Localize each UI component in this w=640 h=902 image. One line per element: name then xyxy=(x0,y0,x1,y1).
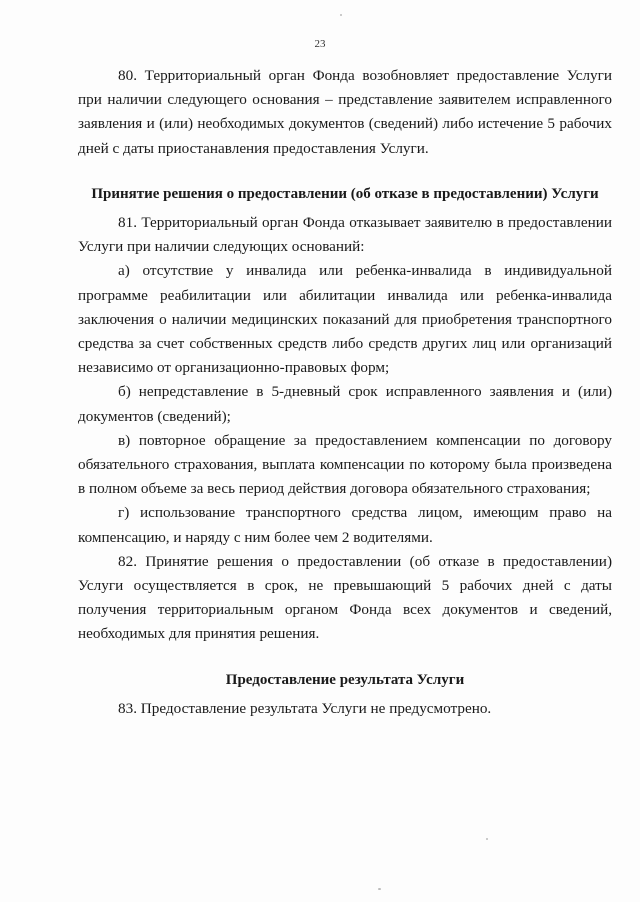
paragraph-83: 83. Предоставление результата Услуги не предусмотрено. xyxy=(118,699,492,717)
paragraph-81-v: в) повторное обращение за предоставлением компенсации по договору обязательного страхования, выплата компенсации по которому была произведена в полном объеме за весь период действия договора обязательного страхования; xyxy=(78,431,612,498)
scan-speck xyxy=(378,888,381,890)
page-number: 23 xyxy=(314,38,326,50)
paragraph-81-a: а) отсутствие у инвалида или ребенка-инвалида в индивидуальной программе реабилитации или абилитации инвалида или ребенка-инвалида заключения о наличии медицинских показаний для приобретения транспортного средства за счет собственных средств либо средств других лиц или организаций независимо от организационно-правовых форм; xyxy=(78,262,612,377)
paragraph-81-g: г) использование транспортного средства лицом, имеющим право на компенсацию, и наряду с ним более чем 2 водителями. xyxy=(78,504,612,546)
section-heading-decision: Принятие решения о предоставлении (об отказе в предоставлении) Услуги xyxy=(91,185,599,202)
paragraph-81: 81. Территориальный орган Фонда отказывает заявителю в предоставлении Услуги при наличии следующих оснований: xyxy=(78,214,612,256)
section-heading-result: Предоставление результата Услуги xyxy=(225,671,465,688)
paragraph-80: 80. Территориальный орган Фонда возобновляет предоставление Услуги при наличии следующего основания – представление заявителем исправленного заявления и (или) необходимых документов (сведений) либо истечение 5 рабочих дней с даты приостанавления предоставления Услуги. xyxy=(78,67,612,157)
scan-speck xyxy=(486,838,488,840)
document-body xyxy=(78,64,612,721)
scan-speck xyxy=(340,14,342,16)
paragraph-81-b: б) непредставление в 5-дневный срок исправленного заявления и (или) документов (сведений); xyxy=(78,383,612,425)
paragraph-82: 82. Принятие решения о предоставлении (об отказе в предоставлении) Услуги осуществляется в срок, не превышающий 5 рабочих дней с даты получения территориальным органом Фонда всех документов и сведений, необходимых для принятия решения. xyxy=(78,552,612,643)
